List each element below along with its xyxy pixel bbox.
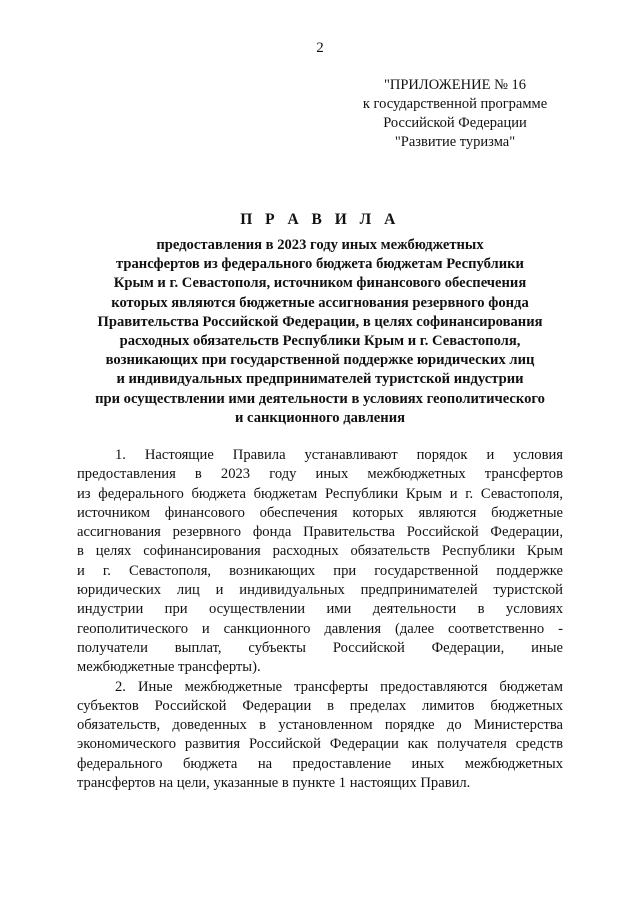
- appendix-line: Российской Федерации: [383, 115, 527, 131]
- subtitle-line: предоставления в 2023 году иных межбюджетных: [156, 237, 484, 253]
- subtitle-line: при осуществлении ими деятельности в условиях геополитического: [95, 390, 545, 407]
- paragraph-line: из федерального бюджета бюджетам Республики Крым и г. Севастополя,: [77, 485, 563, 502]
- paragraph-line: и г. Севастополя, возникающих при государственной поддержке: [77, 562, 563, 579]
- appendix-line: "Развитие туризма": [394, 134, 516, 150]
- paragraph-line: источником финансового обеспечения которых являются бюджетные: [77, 504, 563, 521]
- subtitle-line: и индивидуальных предпринимателей туристской индустрии: [116, 371, 524, 388]
- document-title: П Р А В И Л А: [240, 211, 400, 228]
- page-number: 2: [316, 40, 324, 56]
- paragraph-line: геополитического и санкционного давления (далее соответственно -: [77, 620, 563, 637]
- paragraph-2: [77, 678, 563, 794]
- paragraph-line: 1. Настоящие Правила устанавливают порядок и условия: [115, 447, 563, 463]
- document-subtitle: [60, 236, 580, 428]
- paragraph-line: получатели выплат, субъекты Российской Федерации, иные: [77, 639, 563, 656]
- subtitle-line: и санкционного давления: [234, 409, 405, 426]
- paragraph-line: в целях софинансирования расходных обязательств Республики Крым: [77, 543, 563, 560]
- paragraph-line: ассигнования резервного фонда Правительства Российской Федерации,: [77, 524, 563, 541]
- paragraph-line: обязательств, доведенных в установленном порядке до Министерства: [77, 717, 563, 734]
- paragraph-line: предоставления в 2023 году иных межбюджетных трансфертов: [77, 466, 563, 483]
- subtitle-line: трансфертов из федерального бюджета бюджетам Республики: [116, 256, 524, 273]
- subtitle-line: Правительства Российской Федерации, в целях софинансирования: [97, 313, 543, 330]
- paragraph-line: межбюджетные трансферты).: [77, 659, 261, 676]
- subtitle-line: Крым и г. Севастополя, источником финансового обеспечения: [113, 275, 527, 292]
- paragraph-line: трансфертов на цели, указанные в пункте 1 настоящих Правил.: [77, 775, 471, 792]
- paragraph-line: экономического развития Российской Федерации как получателя средств: [77, 736, 563, 753]
- subtitle-line: которых являются бюджетные ассигнования резервного фонда: [111, 294, 529, 311]
- appendix-line: к государственной программе: [362, 96, 548, 112]
- paragraph-line: индустрии при осуществлении ими деятельности в условиях: [77, 601, 563, 618]
- appendix-header: [350, 76, 560, 152]
- paragraph-line: субъектов Российской Федерации в пределах лимитов бюджетных: [77, 697, 563, 714]
- subtitle-line: расходных обязательств Республики Крым и г. Севастополя,: [119, 333, 521, 350]
- paragraph-line: 2. Иные межбюджетные трансферты предоставляются бюджетам: [115, 678, 563, 695]
- paragraph-line: юридических лиц и индивидуальных предпринимателей туристской: [77, 582, 563, 599]
- subtitle-line: возникающих при государственной поддержке юридических лиц: [105, 352, 535, 369]
- appendix-line: "ПРИЛОЖЕНИЕ № 16: [383, 77, 527, 93]
- paragraph-line: федерального бюджета на предоставление иных межбюджетных: [77, 755, 563, 772]
- paragraph-1: [77, 446, 563, 678]
- document-body: [77, 446, 563, 793]
